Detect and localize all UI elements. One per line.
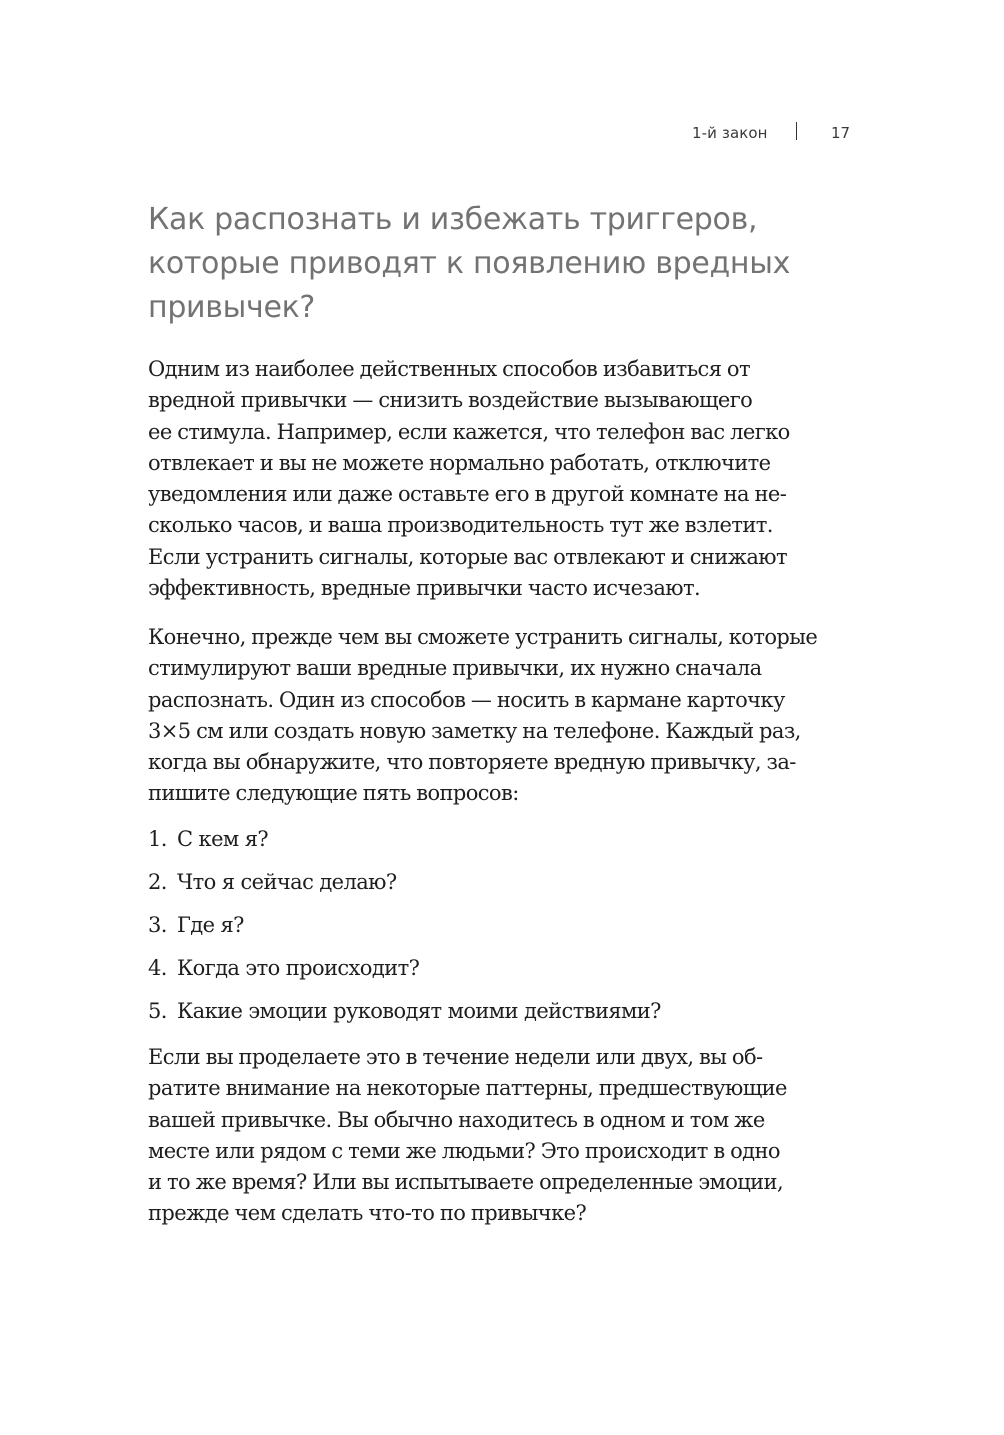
question-item xyxy=(148,996,661,1039)
text-line: отвлекает и вы не можете нормально работать, отключите xyxy=(148,450,771,475)
question-item xyxy=(148,910,661,953)
text-line: Если устранить сигналы, которые вас отвлекают и снижают xyxy=(148,544,788,569)
text-line: стимулируют ваши вредные привычки, их нужно сначала xyxy=(148,656,762,681)
text-line: ее стимула. Например, если кажется, что телефон вас легко xyxy=(148,419,790,444)
text-line: когда вы обнаружите, что повторяете вредную привычку, за- xyxy=(148,750,796,775)
question-text: Когда это происходит? xyxy=(177,956,420,980)
running-head-section: 1-й закон xyxy=(692,124,768,142)
text-line: 3×5 см или создать новую заметку на телефоне. Каждый раз, xyxy=(148,718,801,743)
questions-list xyxy=(148,824,661,1039)
text-line: распознать. Один из способов — носить в кармане карточку xyxy=(148,687,785,712)
text-line: Если вы проделаете это в течение недели или двух, вы об- xyxy=(148,1045,763,1069)
text-line: Конечно, прежде чем вы сможете устранить сигналы, которые xyxy=(148,625,818,649)
question-number: 4. xyxy=(148,956,167,980)
question-text: Где я? xyxy=(177,913,244,937)
paragraph-2 xyxy=(148,622,818,810)
heading-line: которые приводят к появлению вредных xyxy=(148,246,791,281)
text-line: месте или рядом с теми же людьми? Это происходит в одно xyxy=(148,1138,780,1163)
heading-line: Как распознать и избежать триггеров, xyxy=(148,202,758,237)
question-text: Какие эмоции руководят моими действиями? xyxy=(177,999,661,1023)
running-head-divider xyxy=(796,122,797,140)
question-text: С кем я? xyxy=(177,827,269,851)
question-item xyxy=(148,824,661,867)
running-head xyxy=(0,120,1004,150)
question-number: 1. xyxy=(148,827,167,851)
text-line: и то же время? Или вы испытываете определенные эмоции, xyxy=(148,1170,784,1195)
text-line: ратите внимание на некоторые паттерны, предшествующие xyxy=(148,1076,787,1101)
paragraph-3 xyxy=(148,1042,808,1230)
text-line: уведомления или даже оставьте его в другой комнате на не- xyxy=(148,482,787,507)
question-number: 3. xyxy=(148,913,167,937)
page-number: 17 xyxy=(831,124,851,142)
heading-line: привычек? xyxy=(148,290,316,325)
question-number: 5. xyxy=(148,999,167,1023)
text-line: вашей привычке. Вы обычно находитесь в одном и том же xyxy=(148,1107,765,1132)
text-line: Одним из наиболее действенных способов избавиться от xyxy=(148,357,750,381)
question-text: Что я сейчас делаю? xyxy=(177,870,397,894)
question-number: 2. xyxy=(148,870,167,894)
question-item xyxy=(148,953,661,996)
text-line: сколько часов, и ваша производительность тут же взлетит. xyxy=(148,513,773,538)
text-line: вредной привычки — снизить воздействие вызывающего xyxy=(148,388,753,413)
text-line: пишите следующие пять вопросов: xyxy=(148,781,519,806)
section-heading xyxy=(148,198,828,330)
text-line: эффективность, вредные привычки часто исчезают. xyxy=(148,576,701,601)
question-item xyxy=(148,867,661,910)
paragraph-1 xyxy=(148,354,808,604)
text-line: прежде чем сделать что-то по привычке? xyxy=(148,1201,587,1226)
